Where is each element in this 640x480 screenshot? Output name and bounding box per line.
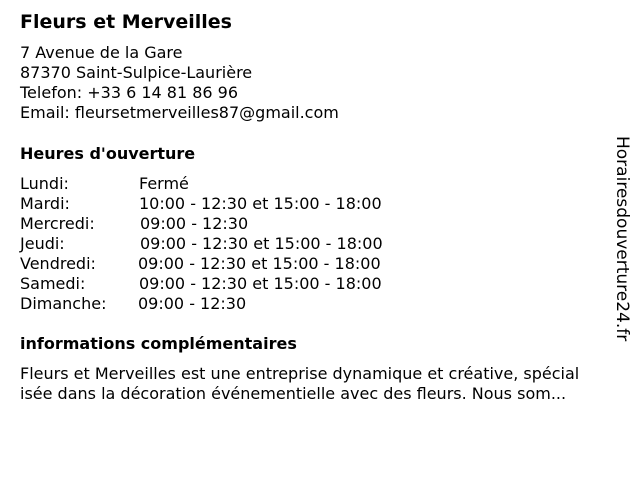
hours-day: Mercredi: <box>20 214 95 233</box>
hours-time: 09:00 - 12:30 et 15:00 - 18:00 <box>138 254 381 273</box>
description-line-1: Fleurs et Merveilles est une entreprise dynamique et créative, spécial <box>20 364 580 383</box>
address-city: 87370 Saint-Sulpice-Laurière <box>20 63 253 82</box>
hours-row-mercredi <box>20 214 440 234</box>
hours-day: Mardi: <box>20 194 70 213</box>
hours-row-dimanche <box>20 294 440 314</box>
info-heading: informations complémentaires <box>20 334 297 353</box>
hours-time: Fermé <box>139 174 189 193</box>
hours-table <box>20 174 440 314</box>
email-address: Email: fleursetmerveilles87@gmail.com <box>20 103 339 122</box>
watermark-text: Horairesdouverture24.fr <box>612 136 632 342</box>
hours-row-vendredi <box>20 254 440 274</box>
watermark <box>612 136 634 346</box>
hours-time: 09:00 - 12:30 et 15:00 - 18:00 <box>140 234 383 253</box>
info-description <box>20 364 625 404</box>
contact-block <box>20 43 339 123</box>
phone-number: Telefon: +33 6 14 81 86 96 <box>20 83 239 102</box>
hours-day: Jeudi: <box>20 234 65 253</box>
hours-day: Dimanche: <box>20 294 107 313</box>
hours-row-samedi <box>20 274 440 294</box>
hours-time: 09:00 - 12:30 <box>138 294 247 313</box>
hours-time: 09:00 - 12:30 <box>140 214 249 233</box>
hours-heading: Heures d'ouverture <box>20 144 196 163</box>
hours-row-jeudi <box>20 234 440 254</box>
hours-day: Vendredi: <box>20 254 96 273</box>
hours-day: Lundi: <box>20 174 69 193</box>
description-line-2: isée dans la décoration événementielle avec des fleurs. Nous som... <box>20 384 567 403</box>
hours-row-mardi <box>20 194 440 214</box>
address-street: 7 Avenue de la Gare <box>20 43 183 62</box>
business-name: Fleurs et Merveilles <box>20 11 232 33</box>
hours-row-lundi <box>20 174 440 194</box>
hours-day: Samedi: <box>20 274 86 293</box>
hours-time: 09:00 - 12:30 et 15:00 - 18:00 <box>139 274 382 293</box>
hours-time: 10:00 - 12:30 et 15:00 - 18:00 <box>139 194 382 213</box>
